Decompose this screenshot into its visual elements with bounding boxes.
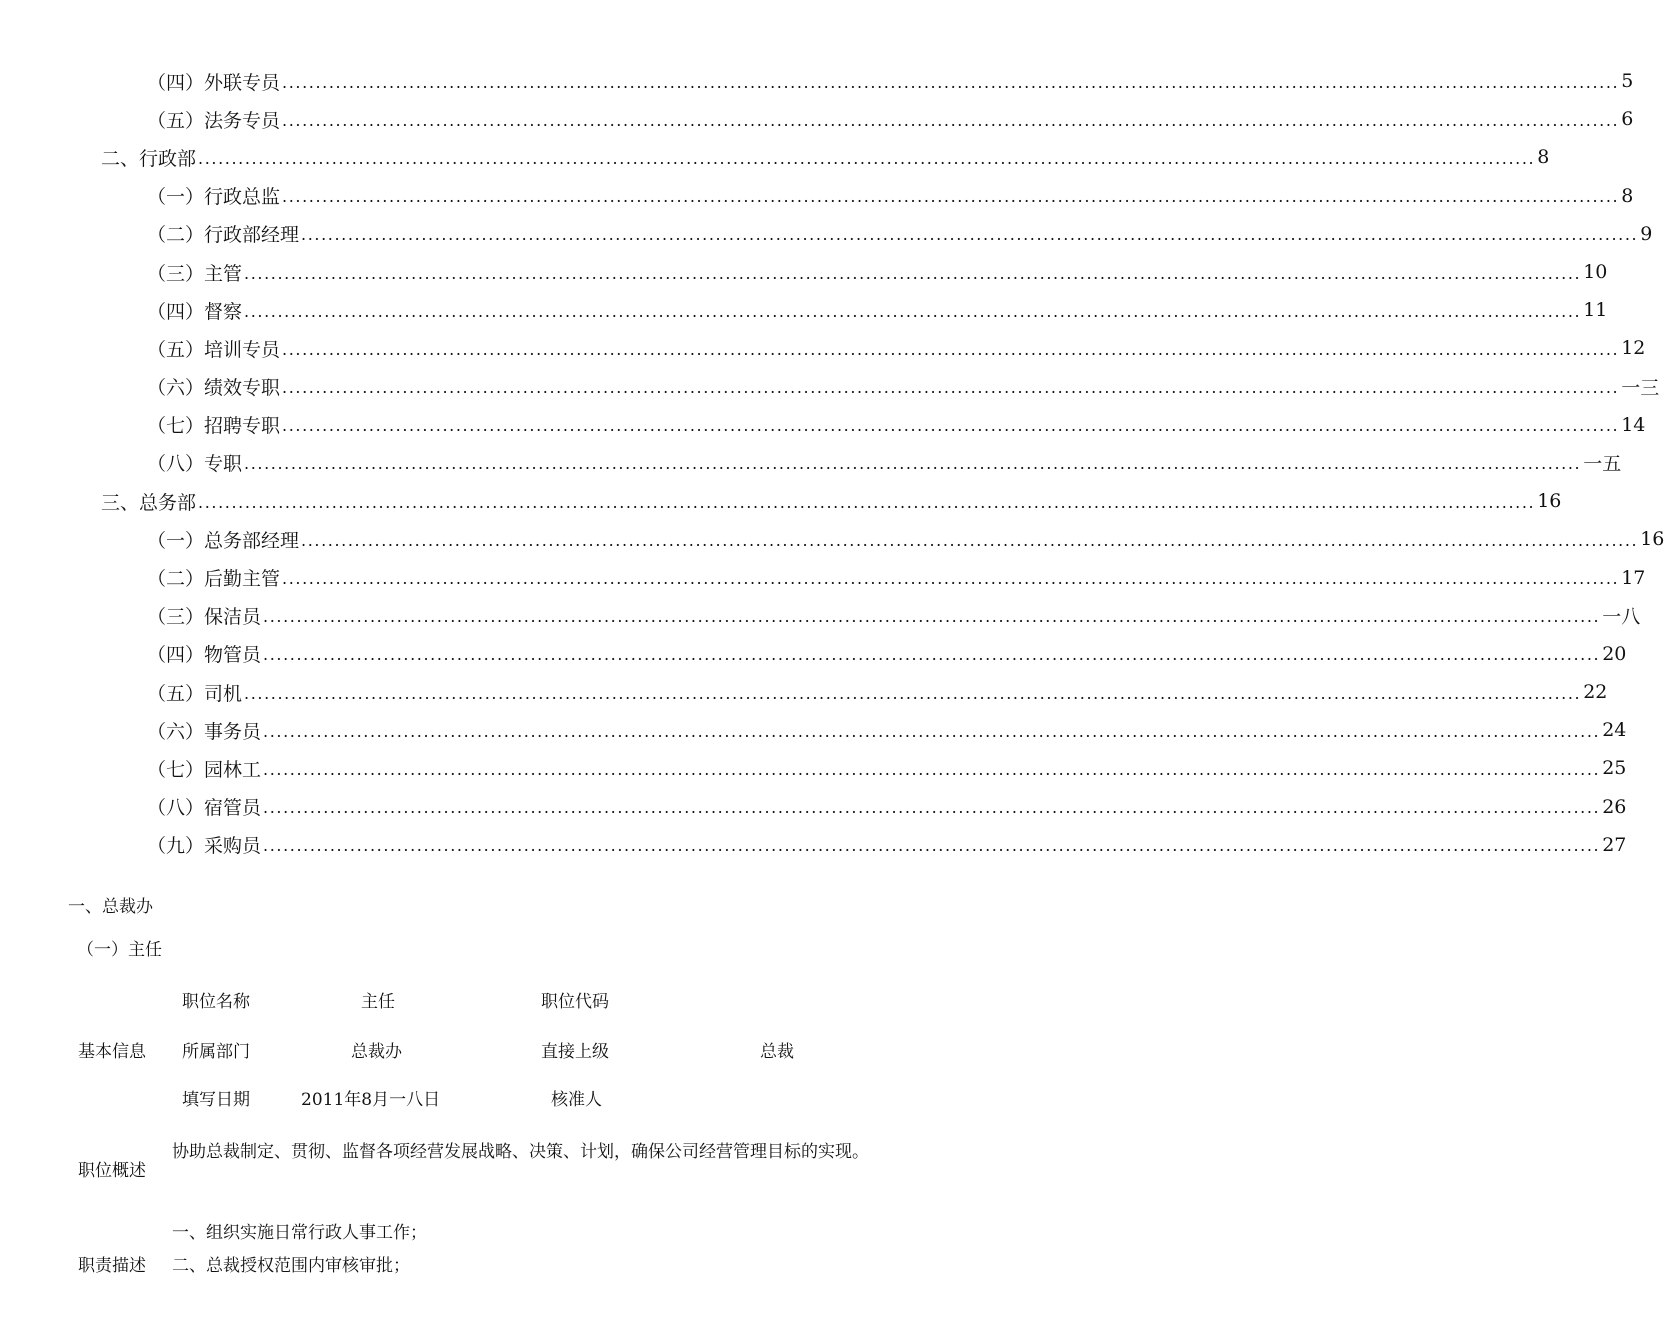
toc-entry-label: （五）培训专员 [147, 338, 281, 361]
toc-entry-page: 一五 [1583, 453, 1622, 476]
toc-entry-label: （六）事务员 [147, 720, 262, 743]
duties-label: 职责描述 [78, 1256, 146, 1276]
toc-entry-page: 12 [1621, 337, 1646, 360]
toc-entry[interactable] [0, 558, 1646, 596]
toc-dot-leader: ........................................................................................................................................................................................................ [263, 798, 1601, 818]
subsection-title: （一）主任 [77, 940, 162, 960]
toc-dot-leader: ........................................................................................................................................................................................................ [198, 148, 1536, 168]
toc-dot-leader: ........................................................................................................................................................................................................ [263, 759, 1601, 779]
toc-entry-label: （八）专职 [147, 453, 243, 476]
overview-text: 协助总裁制定、贯彻、监督各项经营发展战略、决策、计划，确保公司经营管理目标的实现。 [172, 1142, 869, 1162]
toc-dot-leader: ........................................................................................................................................................................................................ [244, 301, 1582, 321]
toc-entry-label: （七）招聘专职 [147, 415, 281, 438]
toc-entry[interactable] [0, 253, 1608, 291]
position-code-label: 职位代码 [541, 992, 609, 1012]
toc-entry-label: （四）督察 [147, 300, 243, 323]
toc-entry-page: 26 [1602, 795, 1627, 818]
toc-entry-page: 一八 [1602, 606, 1641, 629]
toc-entry[interactable] [0, 329, 1646, 367]
toc-entry[interactable] [0, 520, 1664, 558]
section-title: 一、总裁办 [68, 897, 153, 917]
toc-entry[interactable] [0, 138, 1550, 176]
toc-dot-leader: ........................................................................................................................................................................................................ [263, 645, 1601, 665]
department-value: 总裁办 [351, 1042, 402, 1062]
toc-entry-page: 20 [1602, 642, 1627, 665]
toc-entry-page: 22 [1583, 681, 1608, 704]
toc-entry-page: 9 [1640, 222, 1653, 245]
toc-entry[interactable] [0, 635, 1627, 673]
superior-label: 直接上级 [541, 1042, 609, 1062]
toc-dot-leader: ........................................................................................................................................................................................................ [282, 187, 1620, 207]
toc-entry-label: 二、行政部 [101, 147, 197, 170]
date-label: 填写日期 [182, 1090, 250, 1110]
position-name-value: 主任 [361, 992, 395, 1012]
toc-entry[interactable] [0, 597, 1641, 635]
toc-dot-leader: ........................................................................................................................................................................................................ [282, 569, 1620, 589]
toc-entry-page: 5 [1621, 70, 1634, 93]
toc-dot-leader: ........................................................................................................................................................................................................ [244, 683, 1582, 703]
toc-entry[interactable] [0, 62, 1634, 100]
toc-entry[interactable] [0, 826, 1627, 864]
toc-dot-leader: ........................................................................................................................................................................................................ [301, 225, 1639, 245]
toc-entry-label: （五）法务专员 [147, 109, 281, 132]
superior-value: 总裁 [760, 1042, 794, 1062]
toc-entry-page: 10 [1583, 261, 1608, 284]
date-value: 2011年8月一八日 [301, 1090, 441, 1110]
toc-entry-page: 14 [1621, 413, 1646, 436]
toc-entry[interactable] [0, 406, 1646, 444]
toc-dot-leader: ........................................................................................................................................................................................................ [244, 263, 1582, 283]
toc-entry-label: （一）行政总监 [147, 186, 281, 209]
toc-dot-leader: ........................................................................................................................................................................................................ [198, 492, 1536, 512]
toc-entry[interactable] [0, 444, 1622, 482]
toc-dot-leader: ........................................................................................................................................................................................................ [282, 378, 1620, 398]
toc-entry-page: 8 [1537, 146, 1550, 169]
toc-entry-label: 三、总务部 [101, 491, 197, 514]
toc-entry-label: （二）行政部经理 [147, 224, 300, 247]
toc-entry-page: 8 [1621, 184, 1634, 207]
toc-entry[interactable] [0, 215, 1653, 253]
toc-entry-label: （一）总务部经理 [147, 529, 300, 552]
toc-dot-leader: ........................................................................................................................................................................................................ [263, 836, 1601, 856]
toc-entry-label: （六）绩效专职 [147, 377, 281, 400]
toc-entry[interactable] [0, 673, 1608, 711]
toc-entry-label: （三）保洁员 [147, 606, 262, 629]
toc-entry[interactable] [0, 788, 1627, 826]
toc-entry-label: （五）司机 [147, 682, 243, 705]
table-of-contents [0, 62, 1664, 864]
department-label: 所属部门 [182, 1042, 250, 1062]
toc-dot-leader: ........................................................................................................................................................................................................ [282, 110, 1620, 130]
toc-entry[interactable] [0, 711, 1627, 749]
toc-entry-label: （七）园林工 [147, 758, 262, 781]
toc-entry-page: 27 [1602, 833, 1627, 856]
toc-entry-page: 一三 [1621, 377, 1660, 400]
overview-label: 职位概述 [78, 1161, 146, 1181]
toc-entry-label: （四）物管员 [147, 644, 262, 667]
toc-entry-page: 6 [1621, 108, 1634, 131]
toc-entry-page: 17 [1621, 566, 1646, 589]
toc-dot-leader: ........................................................................................................................................................................................................ [263, 607, 1601, 627]
toc-dot-leader: ........................................................................................................................................................................................................ [244, 454, 1582, 474]
toc-entry[interactable] [0, 100, 1634, 138]
duty-item: 二、总裁授权范围内审核审批； [172, 1256, 410, 1276]
toc-entry[interactable] [0, 368, 1660, 406]
duty-item: 一、组织实施日常行政人事工作； [172, 1223, 427, 1243]
toc-entry-page: 11 [1583, 299, 1608, 322]
toc-entry-page: 16 [1640, 528, 1664, 551]
toc-entry[interactable] [0, 749, 1627, 787]
toc-entry-page: 25 [1602, 757, 1627, 780]
toc-entry[interactable] [0, 291, 1608, 329]
toc-entry-label: （八）宿管员 [147, 797, 262, 820]
toc-entry[interactable] [0, 177, 1634, 215]
approver-label: 核准人 [551, 1090, 602, 1110]
toc-dot-leader: ........................................................................................................................................................................................................ [282, 72, 1620, 92]
toc-entry-page: 24 [1602, 719, 1627, 742]
toc-dot-leader: ........................................................................................................................................................................................................ [263, 721, 1601, 741]
toc-entry-label: （三）主管 [147, 262, 243, 285]
toc-entry[interactable] [0, 482, 1562, 520]
toc-dot-leader: ........................................................................................................................................................................................................ [282, 339, 1620, 359]
toc-entry-label: （九）采购员 [147, 835, 262, 858]
toc-dot-leader: ........................................................................................................................................................................................................ [301, 530, 1639, 550]
toc-entry-page: 16 [1537, 490, 1562, 513]
basic-info-label: 基本信息 [78, 1042, 146, 1062]
toc-entry-label: （四）外联专员 [147, 71, 281, 94]
toc-dot-leader: ........................................................................................................................................................................................................ [282, 416, 1620, 436]
position-name-label: 职位名称 [182, 992, 250, 1012]
toc-entry-label: （二）后勤主管 [147, 568, 281, 591]
